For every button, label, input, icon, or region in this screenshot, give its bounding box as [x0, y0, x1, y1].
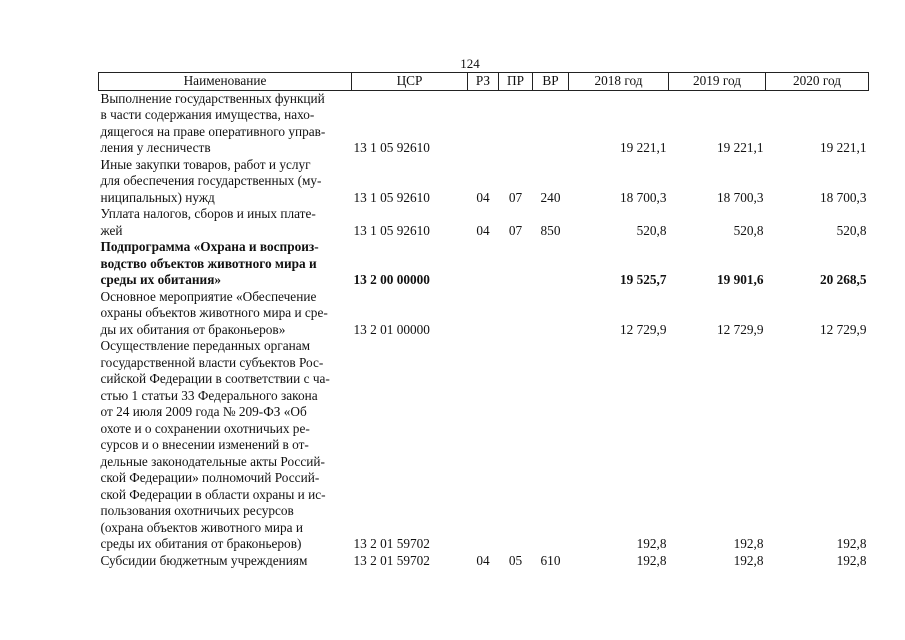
row-vr: 850 — [540, 222, 561, 238]
row-csr: 13 2 01 59702 — [353, 536, 430, 551]
row-2018: 19 525,7 — [619, 272, 667, 287]
row-rz: 04 — [476, 222, 490, 238]
row-name: Осуществление переданных органам государственной власти субъектов Рос- сийской Федерации в соответствии с ча- стью 1 статьи 33 Федерального закона от 24 июля 2009 года № 209-ФЗ «Об охоте и о сохранении охотничьих ре- сурсов и о внесении изменений в от- дельные законодательные акты Россий- ской Федерации» полномочий Россий- ской Федерации в области охраны и ис- пользования охотничьих ресурсов (охрана объектов животного мира и среды их обитания от браконьеров) — [100, 338, 330, 551]
row-vr — [533, 239, 569, 289]
row-vr: 240 — [540, 189, 561, 205]
row-2020: 19 221,1 — [819, 140, 867, 155]
row-pr — [499, 289, 533, 339]
row-2018: 18 700,3 — [619, 189, 667, 205]
row-2020: 20 268,5 — [819, 272, 867, 287]
row-2020: 18 700,3 — [819, 189, 867, 205]
row-vr — [533, 338, 569, 553]
row-2018: 192,8 — [636, 552, 667, 568]
row-name: Иные закупки товаров, работ и услуг для обеспечения государственных (му- ниципальных) нужд — [100, 156, 322, 205]
row-pr: 07 — [508, 189, 523, 205]
row-vr — [533, 90, 569, 157]
row-rz — [468, 338, 499, 553]
row-vr — [533, 289, 569, 339]
header-csr: ЦСР — [352, 73, 468, 91]
row-pr: 05 — [508, 552, 523, 568]
table-row — [99, 289, 869, 339]
row-rz: 04 — [476, 189, 490, 205]
row-2018: 520,8 — [636, 222, 667, 238]
row-csr: 13 2 00 00000 — [353, 272, 430, 287]
row-2019: 192,8 — [733, 536, 764, 551]
row-2020: 12 729,9 — [819, 321, 867, 337]
header-2020: 2020 год — [766, 73, 869, 91]
row-2019: 520,8 — [733, 222, 764, 238]
row-2020: 520,8 — [836, 222, 867, 238]
row-name: Основное мероприятие «Обеспечение охраны объектов животного мира и сре- ды их обитания от браконьеров» — [100, 288, 328, 337]
table-row — [99, 157, 869, 207]
table-row-subprogram — [99, 239, 869, 289]
row-2019: 18 700,3 — [716, 189, 764, 205]
row-rz: 04 — [476, 552, 490, 568]
row-pr — [499, 90, 533, 157]
row-name: Выполнение государственных функций в части содержания имущества, нахо- дящегося на праве оперативного управ- ления у лесничеств — [100, 90, 326, 155]
row-2019: 19 221,1 — [716, 140, 764, 155]
row-2019: 12 729,9 — [716, 321, 764, 337]
row-2019: 192,8 — [733, 552, 764, 568]
table-row — [99, 553, 869, 570]
page-number: 124 — [460, 56, 480, 71]
row-csr: 13 1 05 92610 — [353, 140, 430, 155]
row-2020: 192,8 — [836, 536, 867, 551]
header-pr: ПР — [499, 73, 533, 91]
row-csr: 13 1 05 92610 — [353, 189, 430, 205]
table-header — [99, 73, 869, 91]
row-rz — [468, 90, 499, 157]
header-vr: ВР — [533, 73, 569, 91]
row-2020: 192,8 — [836, 552, 867, 568]
table-row — [99, 206, 869, 239]
row-2018: 192,8 — [636, 536, 667, 551]
row-rz — [468, 239, 499, 289]
row-csr: 13 1 05 92610 — [353, 222, 430, 238]
header-2018: 2018 год — [569, 73, 669, 91]
budget-table — [98, 72, 869, 569]
table-row — [99, 90, 869, 157]
header-rz: РЗ — [468, 73, 499, 91]
header-2019: 2019 год — [669, 73, 766, 91]
row-csr: 13 2 01 00000 — [353, 321, 430, 337]
row-2019: 19 901,6 — [716, 272, 764, 287]
row-2018: 19 221,1 — [619, 140, 667, 155]
row-rz — [468, 289, 499, 339]
row-name: Субсидии бюджетным учреждениям — [100, 552, 308, 568]
row-name: Подпрограмма «Охрана и воспроиз- водство объектов животного мира и среды их обитания» — [100, 239, 319, 287]
table-row — [99, 338, 869, 553]
row-vr: 610 — [540, 552, 561, 568]
row-pr — [499, 338, 533, 553]
row-2018: 12 729,9 — [619, 321, 667, 337]
row-pr — [499, 239, 533, 289]
row-csr: 13 2 01 59702 — [353, 552, 430, 568]
row-pr: 07 — [508, 222, 523, 238]
header-name: Наименование — [99, 73, 352, 91]
row-name: Уплата налогов, сборов и иных плате- жей — [100, 206, 316, 238]
